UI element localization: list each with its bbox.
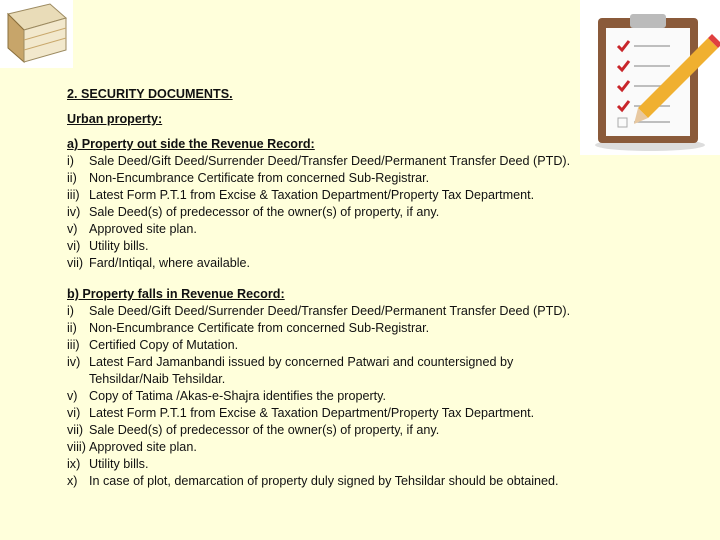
list-item — [67, 354, 570, 371]
section-subtitle: Urban property: — [67, 112, 163, 126]
item-text: Sale Deed/Gift Deed/Surrender Deed/Transfer Deed/Permanent Transfer Deed (PTD). — [89, 154, 571, 168]
item-number: v) — [67, 389, 78, 403]
item-number: x) — [67, 474, 78, 488]
item-text: Approved site plan. — [89, 440, 197, 454]
file-stack-image — [0, 0, 73, 68]
section-b-heading: b) Property falls in Revenue Record: — [67, 287, 285, 301]
item-number: vi) — [67, 239, 81, 253]
item-text: Sale Deed/Gift Deed/Surrender Deed/Transfer Deed/Permanent Transfer Deed (PTD). — [89, 304, 571, 318]
section-a-heading: a) Property out side the Revenue Record: — [67, 137, 315, 151]
item-text: Approved site plan. — [89, 222, 197, 236]
list-item-continuation — [67, 371, 570, 388]
item-text: Copy of Tatima /Akas-e-Shajra identifies the property. — [89, 389, 387, 403]
item-number: ix) — [67, 457, 81, 471]
list-item — [67, 405, 570, 422]
item-number: iii) — [67, 338, 80, 352]
list-item — [67, 187, 570, 204]
item-text: Utility bills. — [89, 457, 149, 471]
item-text: Tehsildar/Naib Tehsildar. — [89, 372, 226, 386]
item-number: viii) — [67, 440, 86, 454]
section-b-list — [67, 303, 570, 490]
item-number: iii) — [67, 188, 80, 202]
item-number: i) — [67, 304, 74, 318]
item-text: Fard/Intiqal, where available. — [89, 256, 251, 270]
item-number: i) — [67, 154, 74, 168]
item-number: v) — [67, 222, 78, 236]
item-number: vii) — [67, 423, 84, 437]
item-number: ii) — [67, 321, 77, 335]
list-item — [67, 170, 570, 187]
list-item — [67, 320, 570, 337]
item-text: Latest Form P.T.1 from Excise & Taxation Department/Property Tax Department. — [89, 406, 535, 420]
list-item — [67, 456, 570, 473]
item-text: Utility bills. — [89, 239, 149, 253]
item-number: vi) — [67, 406, 81, 420]
list-item — [67, 439, 570, 456]
item-number: ii) — [67, 171, 77, 185]
list-item — [67, 238, 570, 255]
item-number: iv) — [67, 355, 81, 369]
item-text: Non-Encumbrance Certificate from concerned Sub-Registrar. — [89, 321, 430, 335]
item-text: Non-Encumbrance Certificate from concerned Sub-Registrar. — [89, 171, 430, 185]
document-body — [67, 86, 570, 490]
list-item — [67, 473, 570, 490]
item-number: iv) — [67, 205, 81, 219]
item-text: Sale Deed(s) of predecessor of the owner(s) of property, if any. — [89, 205, 440, 219]
clipboard-checklist-image — [580, 0, 720, 155]
list-item — [67, 204, 570, 221]
list-item — [67, 422, 570, 439]
list-item — [67, 337, 570, 354]
list-item — [67, 221, 570, 238]
list-item — [67, 303, 570, 320]
item-text: Certified Copy of Mutation. — [89, 338, 239, 352]
item-number: vii) — [67, 256, 84, 270]
list-item — [67, 153, 570, 170]
list-item — [67, 388, 570, 405]
section-a-list — [67, 153, 570, 272]
item-text: Sale Deed(s) of predecessor of the owner(s) of property, if any. — [89, 423, 440, 437]
page-title: 2. SECURITY DOCUMENTS. — [67, 87, 233, 101]
item-text: In case of plot, demarcation of property duly signed by Tehsildar should be obtained. — [89, 474, 559, 488]
item-text: Latest Form P.T.1 from Excise & Taxation Department/Property Tax Department. — [89, 188, 535, 202]
list-item — [67, 255, 570, 272]
item-text: Latest Fard Jamanbandi issued by concerned Patwari and countersigned by — [89, 355, 514, 369]
